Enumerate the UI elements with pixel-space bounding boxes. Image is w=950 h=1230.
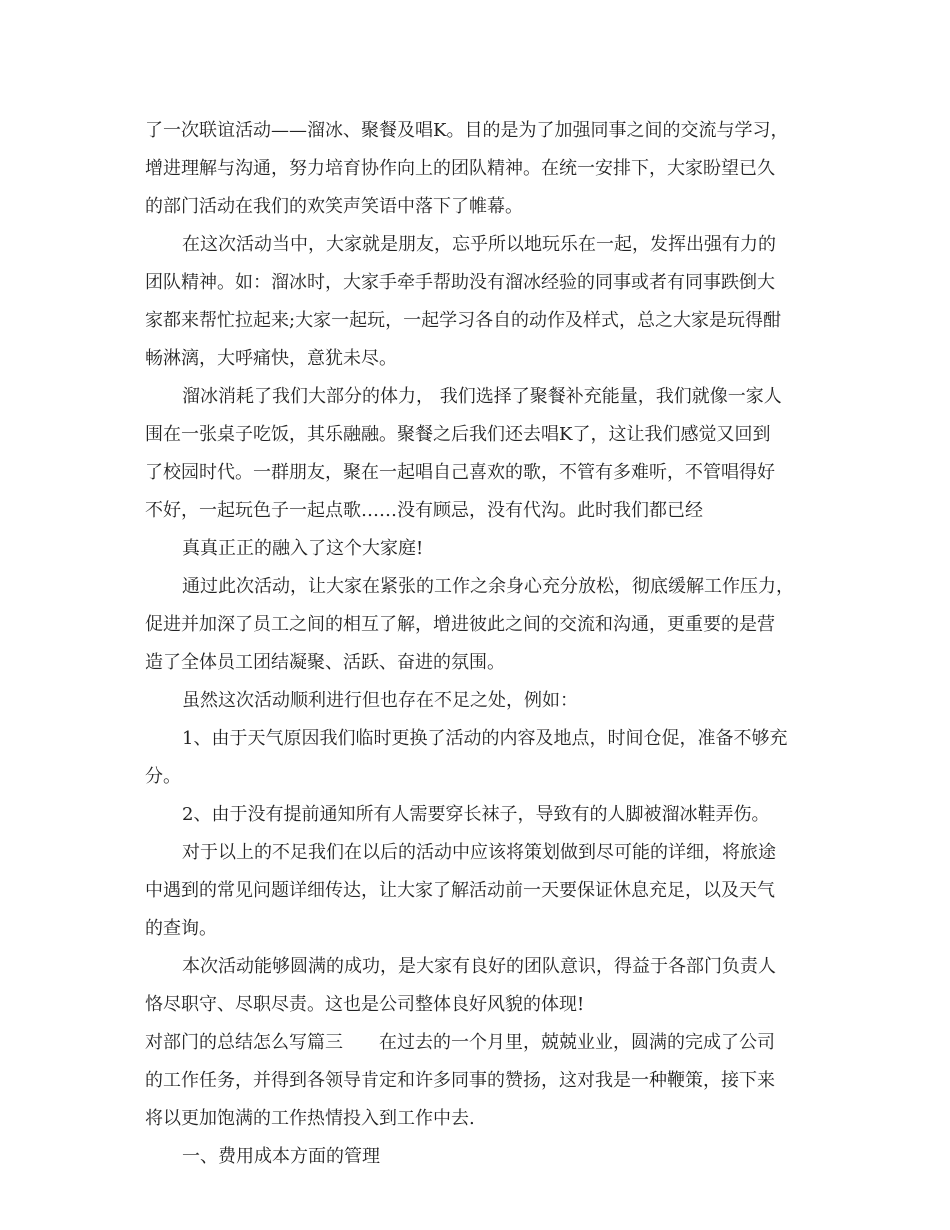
text-line: 在这次活动当中，大家就是朋友，忘乎所以地玩乐在一起，发挥出强有力的 (182, 234, 776, 255)
text-line: 的工作任务，并得到各领导肯定和许多同事的赞扬，这对我是一种鞭策，接下来 (145, 1070, 775, 1091)
text-line: 一、费用成本方面的管理 (182, 1146, 380, 1167)
text-line: 的部门活动在我们的欢笑声笑语中落下了帷幕。 (145, 196, 523, 217)
text-line: 造了全体员工团结凝聚、活跃、奋进的氛围。 (145, 652, 505, 673)
text-line: 通过此次活动，让大家在紧张的工作之余身心充分放松，彻底缓解工作压力， (182, 576, 794, 597)
text-line: 1、由于天气原因我们临时更换了活动的内容及地点，时间仓促，准备不够充 (182, 728, 788, 749)
text-line: 了一次联谊活动——溜冰、聚餐及唱K。目的是为了加强同事之间的交流与学习， (145, 120, 789, 141)
text-line: 恪尽职守、尽职尽责。这也是公司整体良好风貌的体现! (145, 994, 585, 1015)
text-line: 不好，一起玩色子一起点歌……没有顾忌，没有代沟。此时我们都已经 (145, 500, 703, 521)
text-line: 家都来帮忙拉起来;大家一起玩，一起学习各自的动作及样式，总之大家是玩得酣 (145, 310, 782, 331)
text-line: 增进理解与沟通，努力培育协作向上的团队精神。在统一安排下，大家盼望已久 (145, 158, 775, 179)
document-body (145, 112, 810, 1176)
text-line: 2、由于没有提前通知所有人需要穿长袜子，导致有的人脚被溜冰鞋弄伤。 (182, 804, 770, 825)
text-line: 分。 (145, 766, 181, 787)
text-line: 对部门的总结怎么写篇三 在过去的一个月里，兢兢业业，圆满的完成了公司 (145, 1032, 775, 1053)
text-line: 畅淋漓，大呼痛快，意犹未尽。 (145, 348, 397, 369)
text-line: 虽然这次活动顺利进行但也存在不足之处，例如： (182, 690, 578, 711)
text-line: 了校园时代。一群朋友，聚在一起唱自己喜欢的歌，不管有多难听，不管唱得好 (145, 462, 775, 483)
text-line: 中遇到的常见问题详细传达，让大家了解活动前一天要保证休息充足，以及天气 (145, 880, 775, 901)
text-line: 围在一张桌子吃饭，其乐融融。聚餐之后我们还去唱K了，这让我们感觉又回到 (145, 424, 771, 445)
text-line: 促进并加深了员工之间的相互了解，增进彼此之间的交流和沟通，更重要的是营 (145, 614, 775, 635)
text-line: 对于以上的不足我们在以后的活动中应该将策划做到尽可能的详细，将旅途 (182, 842, 776, 863)
text-line: 真真正正的融入了这个大家庭! (182, 538, 424, 559)
text-line: 团队精神。如：溜冰时，大家手牵手帮助没有溜冰经验的同事或者有同事跌倒大 (145, 272, 775, 293)
text-line: 的查询。 (145, 918, 217, 939)
text-line: 溜冰消耗了我们大部分的体力， 我们选择了聚餐补充能量，我们就像一家人 (182, 386, 782, 407)
text-line: 将以更加饱满的工作热情投入到工作中去. (145, 1108, 475, 1129)
text-line: 本次活动能够圆满的成功，是大家有良好的团队意识，得益于各部门负责人 (182, 956, 776, 977)
